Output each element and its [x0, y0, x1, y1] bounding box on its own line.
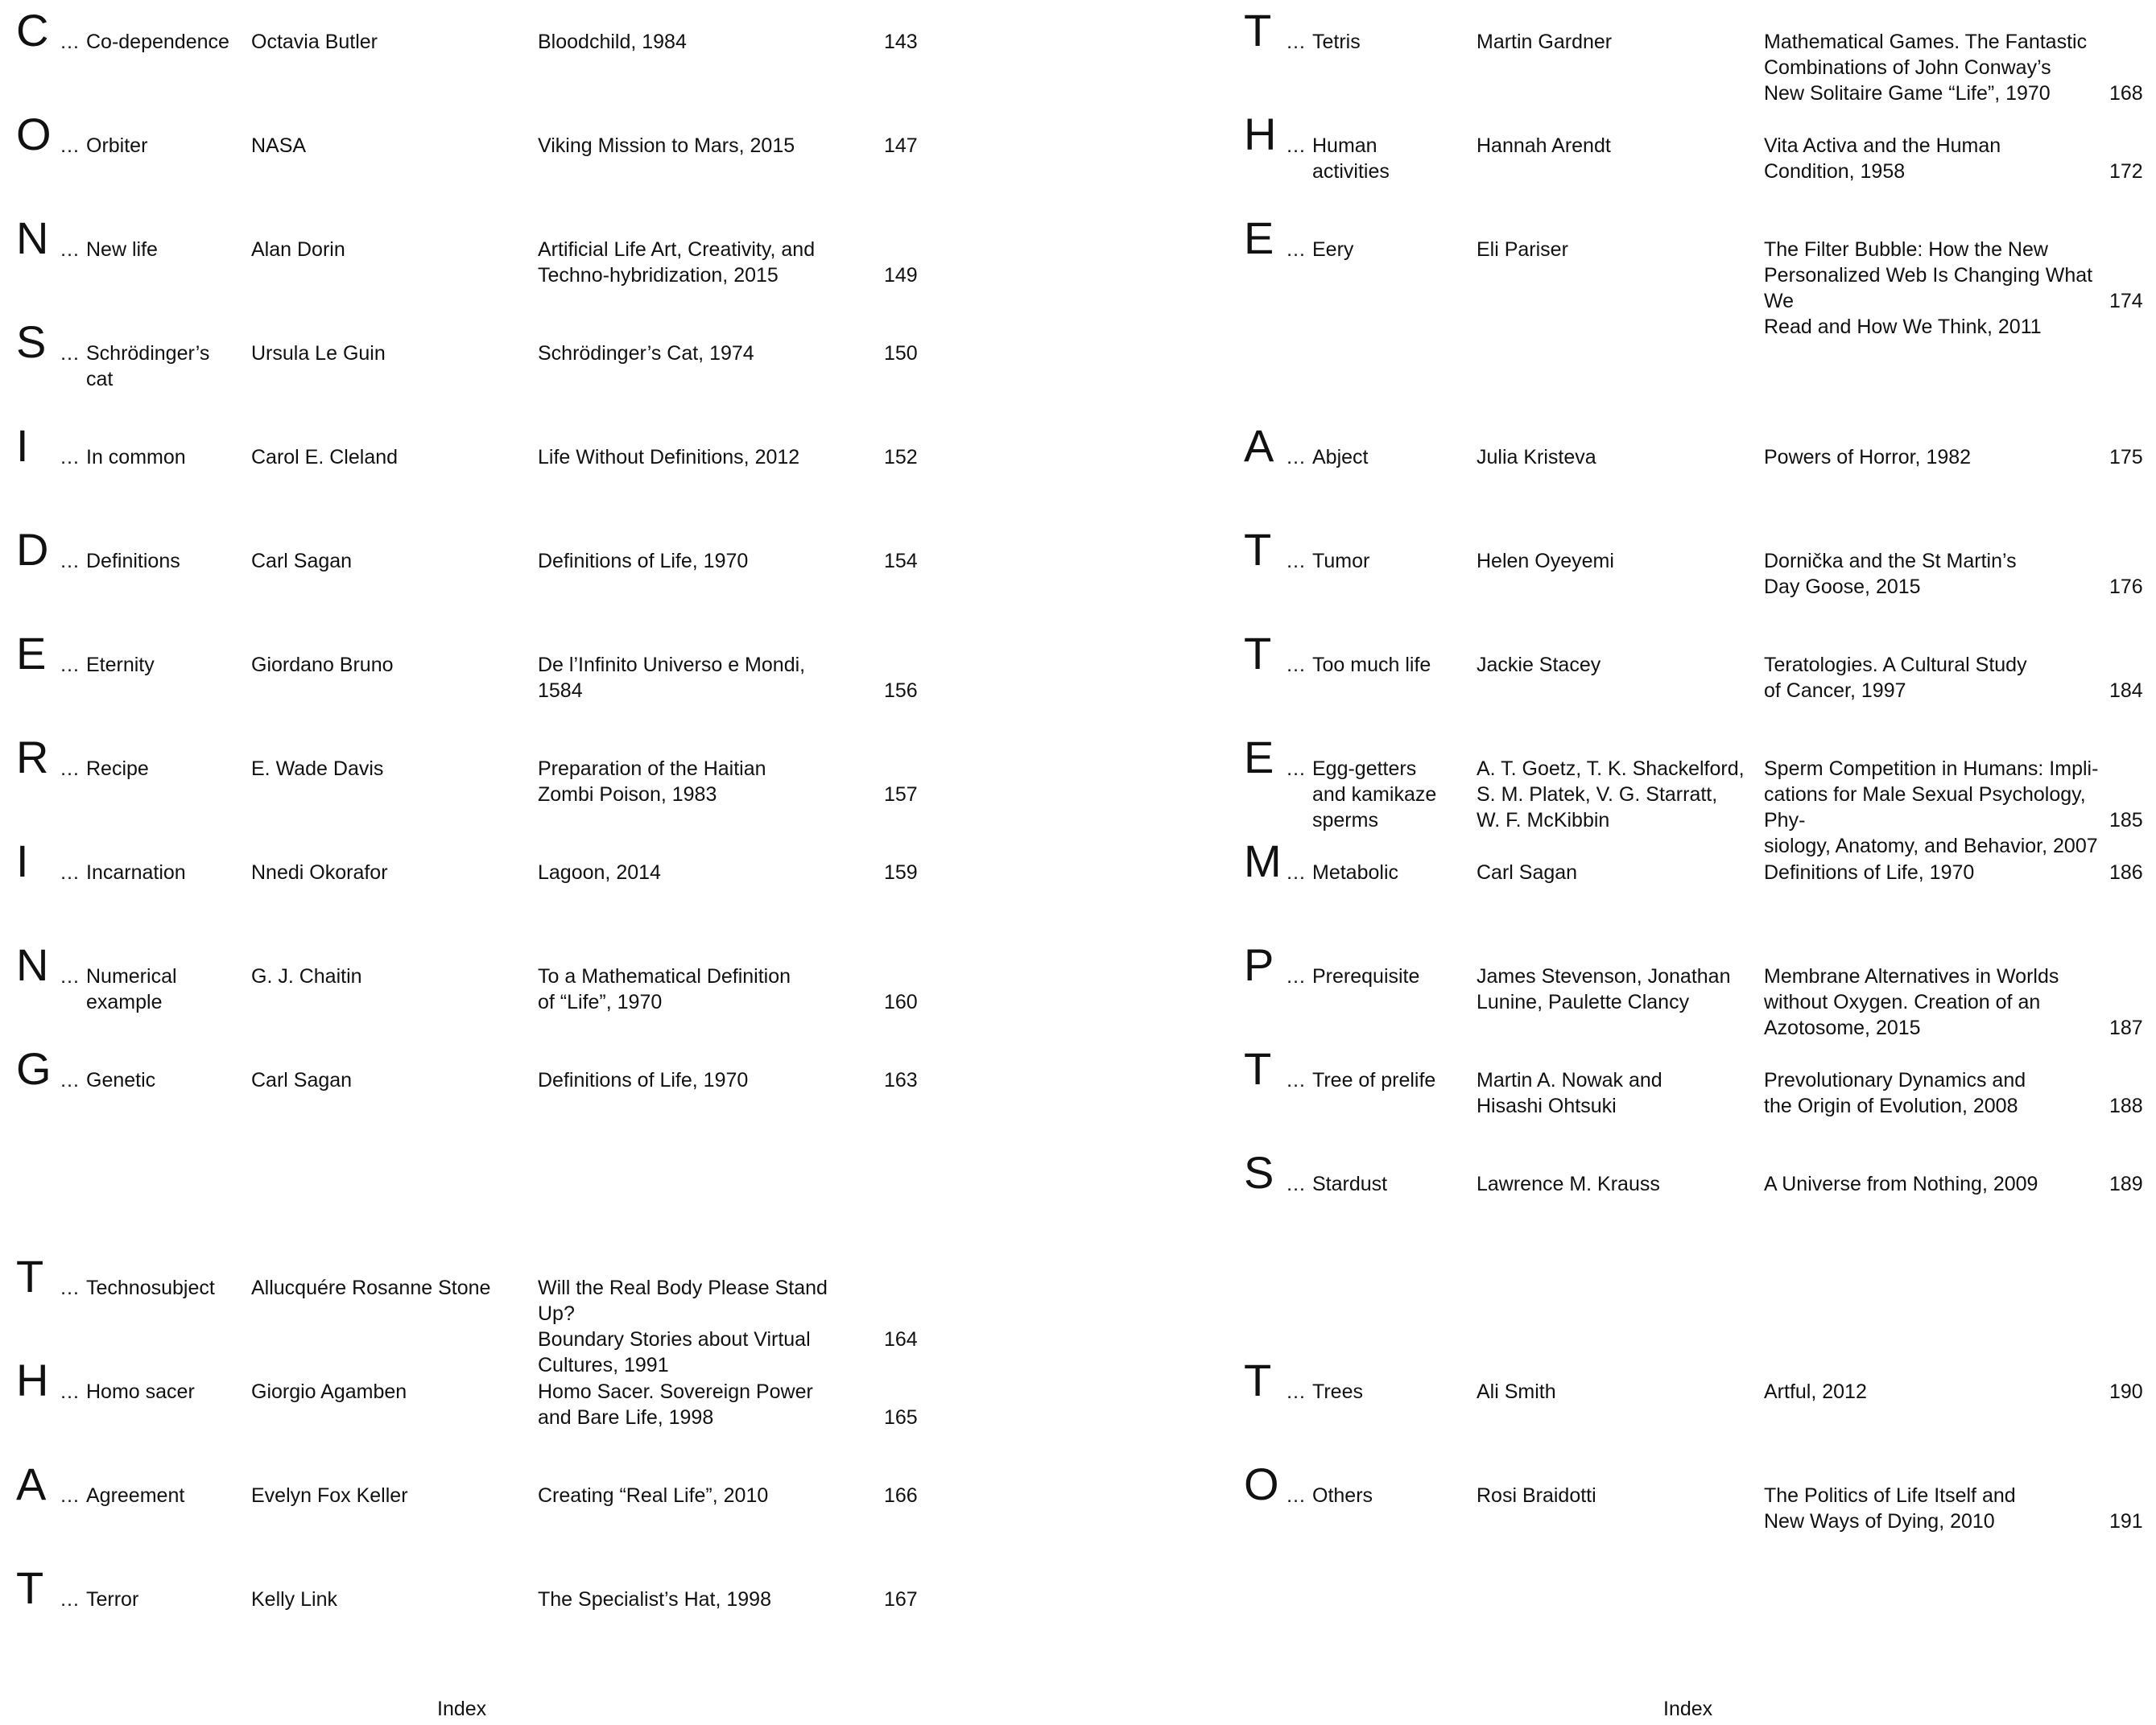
acrostic-letter: G	[16, 1043, 52, 1094]
acrostic-letter: P	[1244, 939, 1274, 990]
ellipsis: …	[1286, 757, 1306, 780]
entry-title: The Specialist’s Hat, 1998	[538, 1588, 771, 1611]
entry-page-number: 168	[2109, 82, 2143, 105]
index-entry	[0, 312, 1078, 400]
ellipsis: …	[1286, 31, 1306, 53]
acrostic-letter: E	[1244, 213, 1274, 263]
acrostic-letter: O	[16, 109, 52, 159]
entry-topic: Stardust	[1312, 1173, 1388, 1195]
ellipsis: …	[1286, 1484, 1306, 1507]
index-entry	[1078, 208, 2156, 338]
index-entry	[0, 935, 1078, 1023]
entry-author: James Stevenson, Jonathan Lunine, Paulette Clancy	[1477, 965, 1731, 1013]
entry-page-number: 160	[884, 991, 918, 1013]
entry-title: Artful, 2012	[1764, 1380, 1867, 1403]
index-entry	[0, 519, 1078, 608]
index-entry	[0, 1246, 1078, 1376]
ellipsis: …	[1286, 134, 1306, 157]
entry-author: Hannah Arendt	[1477, 134, 1611, 157]
page-footer: Index	[1663, 1698, 1713, 1720]
acrostic-letter: T	[1244, 524, 1272, 575]
ellipsis: …	[1286, 238, 1306, 261]
entry-topic: Others	[1312, 1484, 1373, 1507]
acrostic-letter: T	[16, 1562, 44, 1613]
entry-page-number: 147	[884, 134, 918, 157]
entry-author: Nnedi Okorafor	[251, 861, 388, 884]
index-entry	[0, 1350, 1078, 1438]
entry-page-number: 157	[884, 783, 918, 806]
entry-page-number: 189	[2109, 1173, 2143, 1195]
entry-topic: Tetris	[1312, 31, 1361, 53]
acrostic-letter: E	[16, 628, 47, 679]
entry-page-number: 152	[884, 446, 918, 468]
entry-title: Sperm Competition in Humans: Impli- cations for Male Sexual Psychology, Phy- siology, Anatomy, and Behavior, 2007	[1764, 757, 2099, 857]
entry-topic: In common	[86, 446, 186, 468]
entry-title: Prevolutionary Dynamics and the Origin of Evolution, 2008	[1764, 1069, 2026, 1117]
entry-author: Carl Sagan	[1477, 861, 1578, 884]
ellipsis: …	[1286, 550, 1306, 572]
entry-author: Rosi Braidotti	[1477, 1484, 1596, 1507]
ellipsis: …	[60, 654, 80, 676]
acrostic-letter: T	[1244, 628, 1272, 679]
acrostic-letter: D	[16, 524, 49, 575]
entry-author: Julia Kristeva	[1477, 446, 1596, 468]
acrostic-letter: S	[1244, 1147, 1274, 1198]
index-entry	[1078, 1142, 2156, 1231]
entry-title: A Universe from Nothing, 2009	[1764, 1173, 2038, 1195]
entry-title: Teratologies. A Cultural Study of Cancer, 1997	[1764, 654, 2027, 702]
acrostic-letter: A	[16, 1459, 47, 1509]
entry-topic: Prerequisite	[1312, 965, 1420, 988]
entry-topic: Numerical example	[86, 965, 177, 1013]
index-entry	[0, 0, 1078, 89]
entry-topic: Eternity	[86, 654, 155, 676]
acrostic-letter: N	[16, 939, 49, 990]
entry-title: Bloodchild, 1984	[538, 31, 687, 53]
ellipsis: …	[60, 861, 80, 884]
entry-title: Lagoon, 2014	[538, 861, 661, 884]
entry-topic: Trees	[1312, 1380, 1363, 1403]
acrostic-letter: T	[1244, 1043, 1272, 1094]
entry-page-number: 174	[2109, 290, 2143, 312]
entry-page-number: 187	[2109, 1017, 2143, 1039]
ellipsis: …	[60, 1484, 80, 1507]
entry-page-number: 159	[884, 861, 918, 884]
entry-author: Giorgio Agamben	[251, 1380, 407, 1403]
entry-page-number: 165	[884, 1406, 918, 1429]
index-entry	[1078, 623, 2156, 712]
acrostic-letter: I	[16, 420, 29, 471]
entry-page-number: 191	[2109, 1510, 2143, 1533]
entry-page-number: 166	[884, 1484, 918, 1507]
entry-author: Kelly Link	[251, 1588, 337, 1611]
entry-author: Martin A. Nowak and Hisashi Ohtsuki	[1477, 1069, 1662, 1117]
entry-page-number: 185	[2109, 809, 2143, 832]
entry-page-number: 167	[884, 1588, 918, 1611]
index-entry	[1078, 519, 2156, 608]
entry-topic: Definitions	[86, 550, 180, 572]
entry-title: Artificial Life Art, Creativity, and Techno-hybridization, 2015	[538, 238, 816, 287]
index-entry	[0, 415, 1078, 504]
entry-title: Dornička and the St Martin’s Day Goose, 2015	[1764, 550, 2017, 598]
entry-topic: Human activities	[1312, 134, 1390, 183]
ellipsis: …	[60, 31, 80, 53]
acrostic-letter: N	[16, 213, 49, 263]
ellipsis: …	[60, 1069, 80, 1092]
entry-topic: Tree of prelife	[1312, 1069, 1436, 1092]
ellipsis: …	[1286, 1173, 1306, 1195]
index-entry	[1078, 727, 2156, 857]
acrostic-letter: T	[1244, 1355, 1272, 1405]
entry-author: Evelyn Fox Keller	[251, 1484, 408, 1507]
entry-topic: Eery	[1312, 238, 1354, 261]
entry-title: Homo Sacer. Sovereign Power and Bare Life, 1998	[538, 1380, 813, 1429]
entry-title: Mathematical Games. The Fantastic Combinations of John Conway’s New Solitaire Game “Life”, 1970	[1764, 31, 2088, 105]
index-entry	[1078, 831, 2156, 919]
entry-author: Octavia Butler	[251, 31, 378, 53]
ellipsis: …	[60, 1588, 80, 1611]
ellipsis: …	[1286, 1380, 1306, 1403]
entry-author: Alan Dorin	[251, 238, 345, 261]
ellipsis: …	[1286, 1069, 1306, 1092]
entry-title: Membrane Alternatives in Worlds without Oxygen. Creation of an Azotosome, 2015	[1764, 965, 2059, 1039]
entry-topic: Technosubject	[86, 1277, 215, 1299]
entry-title: Schrödinger’s Cat, 1974	[538, 342, 754, 365]
index-entry	[0, 831, 1078, 919]
acrostic-letter: T	[1244, 5, 1272, 56]
entry-title: Will the Real Body Please Stand Up? Boundary Stories about Virtual Cultures, 1991	[538, 1277, 828, 1376]
entry-page-number: 154	[884, 550, 918, 572]
entry-title: De l’Infinito Universo e Mondi, 1584	[538, 654, 806, 702]
entry-title: Definitions of Life, 1970	[538, 550, 749, 572]
entry-page-number: 190	[2109, 1380, 2143, 1403]
index-entry	[1078, 415, 2156, 504]
entry-page-number: 156	[884, 679, 918, 702]
entry-topic: Metabolic	[1312, 861, 1398, 884]
entry-title: Viking Mission to Mars, 2015	[538, 134, 795, 157]
entry-page-number: 176	[2109, 576, 2143, 598]
index-entry	[1078, 1038, 2156, 1127]
ellipsis: …	[1286, 861, 1306, 884]
entry-topic: Tumor	[1312, 550, 1370, 572]
index-entry	[0, 104, 1078, 192]
index-entry	[0, 623, 1078, 712]
entry-topic: Homo sacer	[86, 1380, 195, 1403]
index-entry	[0, 208, 1078, 296]
ellipsis: …	[60, 965, 80, 988]
index-entry	[1078, 104, 2156, 192]
ellipsis: …	[1286, 446, 1306, 468]
entry-page-number: 143	[884, 31, 918, 53]
entry-topic: Recipe	[86, 757, 149, 780]
acrostic-letter: I	[16, 836, 29, 886]
index-entry	[0, 1038, 1078, 1127]
entry-author: Allucquére Rosanne Stone	[251, 1277, 491, 1299]
index-entry	[1078, 935, 2156, 1039]
acrostic-letter: C	[16, 5, 49, 56]
acrostic-letter: R	[16, 732, 49, 782]
entry-page-number: 149	[884, 264, 918, 287]
index-entry	[1078, 1454, 2156, 1542]
ellipsis: …	[60, 1277, 80, 1299]
ellipsis: …	[60, 342, 80, 365]
index-entry	[0, 1558, 1078, 1646]
entry-page-number: 164	[884, 1328, 918, 1351]
entry-author: Carol E. Cleland	[251, 446, 399, 468]
ellipsis: …	[1286, 654, 1306, 676]
acrostic-letter: S	[16, 316, 47, 367]
ellipsis: …	[60, 238, 80, 261]
entry-author: E. Wade Davis	[251, 757, 384, 780]
entry-author: A. T. Goetz, T. K. Shackelford, S. M. Platek, V. G. Starratt, W. F. McKibbin	[1477, 757, 1745, 832]
entry-page-number: 188	[2109, 1095, 2143, 1117]
ellipsis: …	[60, 757, 80, 780]
index-entry	[0, 1454, 1078, 1542]
entry-author: Giordano Bruno	[251, 654, 394, 676]
acrostic-letter: H	[1244, 109, 1277, 159]
entry-topic: Schrödinger’s cat	[86, 342, 210, 390]
ellipsis: …	[60, 550, 80, 572]
index-entry	[1078, 0, 2156, 105]
entry-topic: New life	[86, 238, 158, 261]
entry-title: The Politics of Life Itself and New Ways of Dying, 2010	[1764, 1484, 2016, 1533]
entry-author: Jackie Stacey	[1477, 654, 1601, 676]
acrostic-letter: O	[1244, 1459, 1279, 1509]
entry-topic: Incarnation	[86, 861, 186, 884]
entry-page-number: 172	[2109, 160, 2143, 183]
entry-author: Eli Pariser	[1477, 238, 1568, 261]
entry-title: Creating “Real Life”, 2010	[538, 1484, 769, 1507]
entry-topic: Orbiter	[86, 134, 148, 157]
entry-topic: Too much life	[1312, 654, 1431, 676]
ellipsis: …	[60, 134, 80, 157]
page-footer: Index	[437, 1698, 487, 1720]
entry-topic: Co-dependence	[86, 31, 229, 53]
entry-topic: Egg-getters and kamikaze sperms	[1312, 757, 1437, 832]
index-entry	[0, 727, 1078, 815]
entry-title: To a Mathematical Definition of “Life”, 1970	[538, 965, 791, 1013]
entry-title: Definitions of Life, 1970	[1764, 861, 1975, 884]
entry-title: Definitions of Life, 1970	[538, 1069, 749, 1092]
entry-topic: Terror	[86, 1588, 139, 1611]
entry-topic: Genetic	[86, 1069, 156, 1092]
acrostic-letter: H	[16, 1355, 49, 1405]
entry-author: Ursula Le Guin	[251, 342, 386, 365]
entry-author: Ali Smith	[1477, 1380, 1556, 1403]
entry-title: Powers of Horror, 1982	[1764, 446, 1972, 468]
entry-author: G. J. Chaitin	[251, 965, 362, 988]
acrostic-letter: E	[1244, 732, 1274, 782]
entry-page-number: 163	[884, 1069, 918, 1092]
acrostic-letter: T	[16, 1251, 44, 1302]
entry-page-number: 186	[2109, 861, 2143, 884]
entry-title: Preparation of the Haitian Zombi Poison, 1983	[538, 757, 766, 806]
entry-author: Carl Sagan	[251, 1069, 353, 1092]
entry-author: Helen Oyeyemi	[1477, 550, 1614, 572]
entry-topic: Agreement	[86, 1484, 185, 1507]
entry-topic: Abject	[1312, 446, 1369, 468]
index-entry	[1078, 1350, 2156, 1438]
ellipsis: …	[1286, 965, 1306, 988]
entry-title: Vita Activa and the Human Condition, 1958	[1764, 134, 2001, 183]
ellipsis: …	[60, 446, 80, 468]
entry-title: Life Without Definitions, 2012	[538, 446, 800, 468]
entry-title: The Filter Bubble: How the New Personalized Web Is Changing What We Read and How We Think, 2011	[1764, 238, 2093, 338]
entry-author: Martin Gardner	[1477, 31, 1613, 53]
entry-page-number: 184	[2109, 679, 2143, 702]
entry-author: Carl Sagan	[251, 550, 353, 572]
acrostic-letter: M	[1244, 836, 1282, 886]
entry-author: NASA	[251, 134, 307, 157]
entry-page-number: 150	[884, 342, 918, 365]
entry-page-number: 175	[2109, 446, 2143, 468]
acrostic-letter: A	[1244, 420, 1274, 471]
ellipsis: …	[60, 1380, 80, 1403]
entry-author: Lawrence M. Krauss	[1477, 1173, 1660, 1195]
right-page	[1078, 0, 2156, 1725]
